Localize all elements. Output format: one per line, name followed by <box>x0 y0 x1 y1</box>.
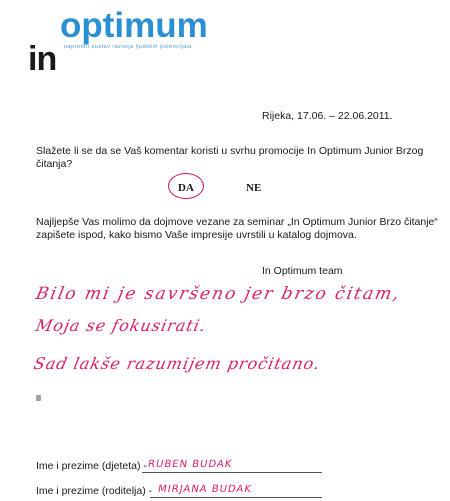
handwritten-line-1: Bilo mi je savršeno jer brzo čitam, <box>33 284 403 304</box>
logo-in-text: in <box>28 40 57 78</box>
consent-question: Slažete li se da se Vaš komentar koristi u svrhu promocije In Optimum Junior Brzog čitanja? <box>36 145 424 170</box>
parent-name-label: Ime i prezime (roditelja) - <box>36 485 153 497</box>
team-signature: In Optimum team <box>262 265 343 277</box>
logo-tagline: napredni sustav razvoja ljudskih potencijala <box>64 44 192 50</box>
document-date: Rijeka, 17.06. – 22.06.2011. <box>262 110 393 122</box>
parent-name-field[interactable]: MIRJANA BUDAK <box>157 484 253 495</box>
parent-name-underline <box>150 497 322 498</box>
child-name-label: Ime i prezime (djeteta) - <box>36 460 147 472</box>
handwritten-line-3: Sad lakše razumijem pročitano. <box>32 354 323 373</box>
option-yes[interactable]: DA <box>178 182 194 194</box>
child-name-underline <box>142 472 322 473</box>
child-name-field[interactable]: RUBEN BUDAK <box>147 459 234 470</box>
impressions-request: Najljepše Vas molimo da dojmove vezane za seminar „In Optimum Junior Brzo čitanje“ zapišete ispod, kako bismo Vaše impresije uvrstili u katalog dojmova. <box>36 216 438 241</box>
handwritten-line-2: Moja se fokusirati. <box>34 316 209 335</box>
option-no[interactable]: NE <box>246 182 262 194</box>
scan-mark <box>36 395 41 401</box>
logo-optimum-text: optimum <box>60 6 208 45</box>
